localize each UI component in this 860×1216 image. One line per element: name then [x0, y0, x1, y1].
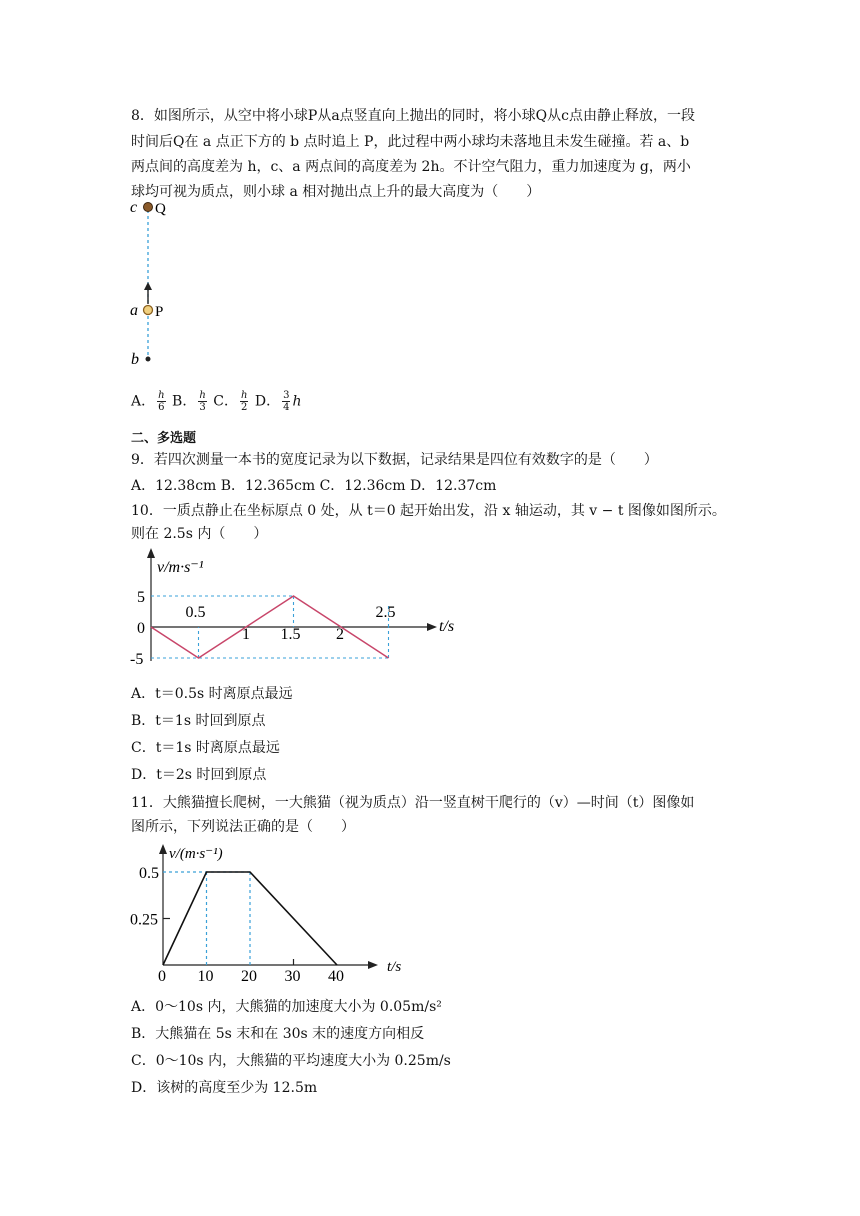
q10-xlabel: t/s [439, 618, 455, 635]
q10-x-tick-label: 2 [336, 626, 344, 643]
ball-p [144, 306, 153, 315]
q8-figure [125, 196, 185, 368]
q11-vt-chart [125, 838, 425, 986]
q8-line-3: 两点间的高度差为 h，c、a 两点间的高度差为 2h。不计空气阻力，重力加速度为 g，两小 [131, 159, 691, 175]
q10-y-tick-label: 0 [137, 620, 145, 637]
q11-x-tick-label: 40 [328, 968, 344, 985]
q9-options: A．12.38cm B．12.365cm C．12.36cm D．12.37cm [131, 478, 497, 494]
q8-option-d-den: 4 [283, 402, 290, 413]
label-c: c [130, 199, 138, 216]
q10-line-2: 则在 2.5s 内（ ） [131, 526, 268, 542]
q10-x-tick-label: 0.5 [185, 604, 206, 621]
q10-option-c: C．t＝1s 时离原点最远 [131, 740, 280, 756]
q9-stem: 9．若四次测量一本书的宽度记录为以下数据，记录结果是四位有效数字的是（ ） [131, 452, 658, 468]
q8-line-1: 8．如图所示，从空中将小球P从a点竖直向上抛出的同时，将小球Q从c点由静止释放，一段 [131, 108, 695, 124]
q8-option-d-prefix: D． [254, 393, 281, 410]
q11-xlabel: t/s [387, 959, 402, 975]
q10-vt-chart [125, 546, 470, 668]
ball-q [144, 203, 153, 212]
q11-line-2: 图所示，下列说法正确的是（ ） [131, 819, 355, 835]
section-title: 二、多选题 [131, 431, 197, 446]
label-a: a [130, 302, 138, 319]
q8-option-a-prefix: A． [131, 393, 156, 410]
q10-y-tick-label: 5 [137, 589, 145, 606]
q10-x-tick-label: 2.5 [375, 604, 396, 621]
q11-x-tick-label: 20 [241, 968, 257, 985]
q11-line-1: 11．大熊猫擅长爬树，一大熊猫（视为质点）沿一竖直树干爬行的（v）—时间（t）图像如 [131, 795, 695, 811]
q11-x-tick-label: 10 [197, 968, 214, 985]
q8-option-b-den: 3 [199, 402, 206, 413]
q11-x-tick-label: 0 [158, 968, 166, 985]
q11-option-b: B．大熊猫在 5s 末和在 30s 末的速度方向相反 [131, 1026, 425, 1042]
label-q: Q [155, 201, 166, 217]
label-p: P [155, 304, 164, 320]
q8-option-d-num: 3 [283, 390, 290, 401]
label-b: b [131, 351, 139, 368]
q8-option-b-prefix: B． [172, 393, 197, 410]
q8-option-d-frac [282, 390, 290, 413]
q8-option-c-prefix: C． [213, 393, 238, 410]
q11-y-tick-label: 0.5 [139, 865, 159, 882]
q10-ylabel: v/m·s⁻¹ [157, 559, 204, 576]
q8-option-b-num: h [199, 390, 206, 401]
q11-ylabel: v/(m·s⁻¹) [169, 846, 223, 862]
q8-option-a-den: 6 [158, 402, 165, 413]
q8-line-2: 时间后Q在 a 点正下方的 b 点时追上 P，此过程中两小球均未落地且未发生碰撞。若 a、b [131, 134, 690, 150]
q8-option-d-suffix: h [292, 393, 302, 410]
q11-x-arrow [368, 961, 378, 969]
q10-y-tick-label: -5 [130, 651, 144, 668]
q10-x-tick-label: 1 [242, 626, 250, 643]
q10-x-tick-label: 1.5 [280, 626, 301, 643]
q8-option-a-num: h [158, 390, 165, 401]
q11-x-tick-label: 30 [284, 968, 301, 985]
q8-option-c-den: 2 [240, 402, 248, 413]
q10-option-d: D．t＝2s 时回到原点 [131, 767, 267, 783]
q10-x-arrow [427, 623, 437, 631]
q11-y-tick-label: 0.25 [130, 911, 158, 929]
q11-option-d: D．该树的高度至少为 12.5m [131, 1080, 318, 1096]
q10-y-arrow [147, 548, 155, 558]
q10-line-1: 10．一质点静止在坐标原点 0 处，从 t＝0 起开始出发，沿 x 轴运动，其 v − t 图像如图所示。 [131, 503, 726, 519]
q10-option-b: B．t＝1s 时回到原点 [131, 713, 266, 729]
q8-line-4: 球均可视为质点，则小球 a 相对抛出点上升的最大高度为（ ） [131, 184, 541, 200]
q8-option-c-frac [240, 390, 248, 413]
q8-options [131, 390, 302, 413]
q8-option-c-num: h [240, 390, 248, 401]
q11-option-c: C．0～10s 内，大熊猫的平均速度大小为 0.25m/s [131, 1053, 451, 1069]
q11-y-arrow [159, 844, 167, 854]
q8-option-a-frac [157, 390, 165, 413]
point-b [146, 357, 151, 362]
q10-option-a: A．t＝0.5s 时离原点最远 [131, 686, 293, 702]
q11-option-a: A．0～10s 内，大熊猫的加速度大小为 0.05m/s² [131, 999, 442, 1015]
q8-option-b-frac [198, 390, 206, 413]
